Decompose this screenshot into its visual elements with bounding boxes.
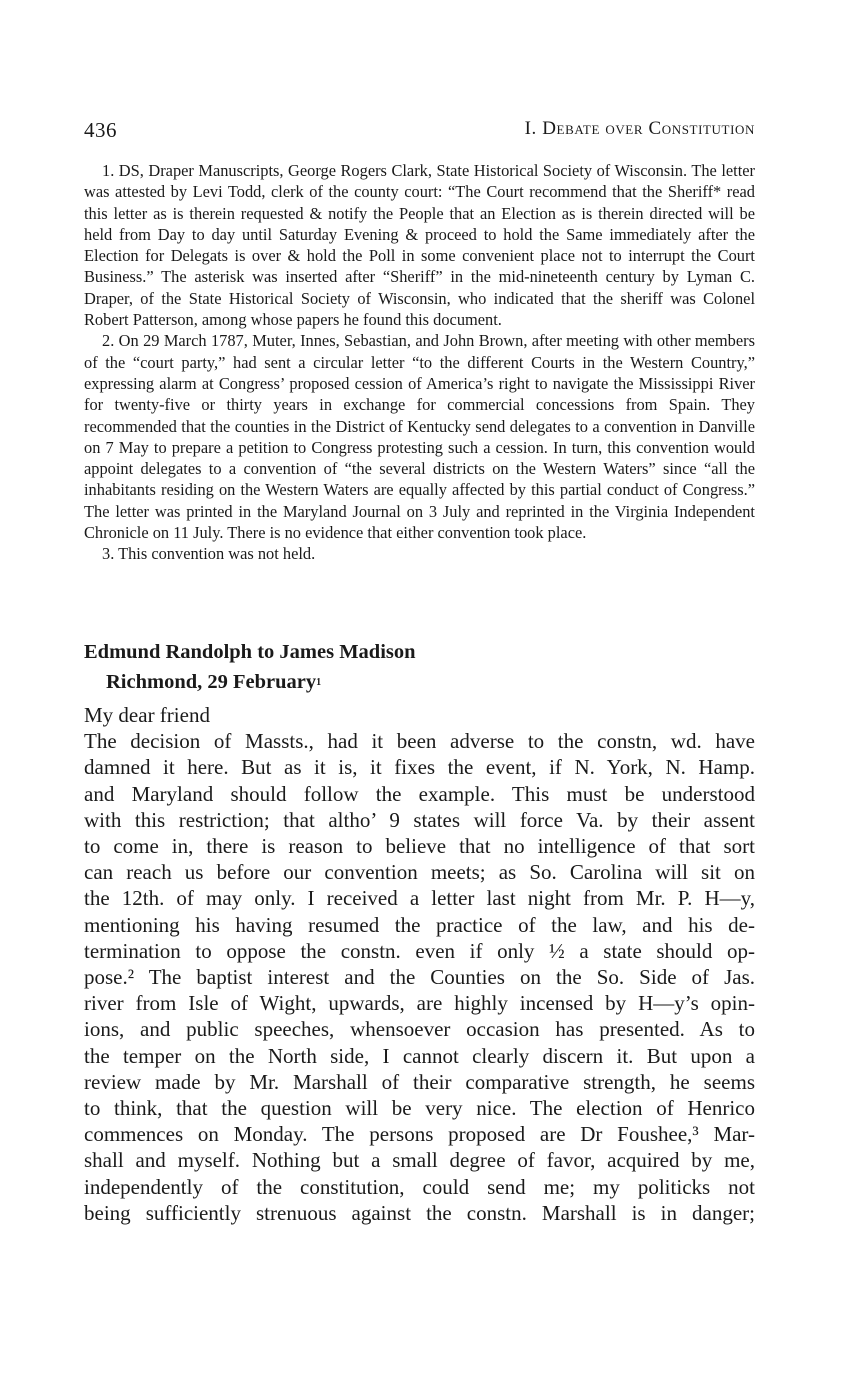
letter-line: to think, that the question will be very nice. The election of Henrico: [84, 1096, 755, 1121]
letter-line: termination to oppose the constn. even if only ½ a state should op-: [84, 938, 755, 963]
letter-body: [84, 702, 755, 1226]
letter-line: shall and myself. Nothing but a small degree of favor, acquired by me,: [84, 1148, 755, 1173]
letter-line: commences on Monday. The persons proposed are Dr Foushee,³ Mar-: [84, 1122, 755, 1147]
letter-line: being sufficiently strenuous against the constn. Marshall is in danger;: [84, 1200, 755, 1225]
letter-paragraph: [84, 728, 755, 1226]
footnote-3: 3. This convention was not held.: [102, 544, 316, 564]
letter-line: to come in, there is reason to believe that no intelligence of that sort: [84, 834, 755, 859]
footnote-2: 2. On 29 March 1787, Muter, Innes, Sebastian, and John Brown, after meeting with other members of the “court party,” had sent a circular letter “to the different Courts in the Western Country,” expressing alarm at Congress’ proposed cession of America’s right to navigate the Mississippi River for twenty-five or thirty years in exchange for commercial concessions from Spain. They recommended that the counties in the District of Kentucky send delegates to a convention in Danville on 7 May to prepare a petition to Congress protesting such a cession. In turn, this convention would appoint delegates to a convention of “the several districts on the Western Waters” since “all the inhabitants residing on the Western Waters are equally affected by this partial conduct of Congress.” The letter was printed in the Maryland Journal on 3 July and reprinted in the Virginia Independent Chronicle on 11 July. There is no evidence that either convention took place.: [84, 331, 755, 543]
page-header: [84, 118, 755, 146]
letter-line: the 12th. of may only. I received a letter last night from Mr. P. H—y,: [84, 886, 755, 911]
letter-line: with this restriction; that altho’ 9 states will force Va. by their assent: [84, 807, 755, 832]
letter-line: ions, and public speeches, whensoever occasion has presented. As to: [84, 1017, 755, 1042]
place-footnote-marker: 1: [316, 677, 322, 688]
letter-line: mentioning his having resumed the practice of the law, and his de-: [84, 912, 755, 937]
letter-line: river from Isle of Wight, upwards, are highly incensed by H—y’s opin-: [84, 991, 755, 1016]
document-heading: [84, 637, 755, 697]
running-head: I. Debate over Constitution: [524, 118, 755, 139]
footnotes: [84, 160, 755, 565]
letter-line: the temper on the North side, I cannot clearly discern it. But upon a: [84, 1043, 755, 1068]
letter-line: review made by Mr. Marshall of their comparative strength, he seems: [84, 1069, 755, 1094]
page-number: 436: [84, 118, 117, 142]
letter-line: and Maryland should follow the example. This must be understood: [84, 781, 755, 806]
document-place-date: [84, 667, 755, 697]
footnote-1: 1. DS, Draper Manuscripts, George Rogers Clark, State Historical Society of Wisconsin. The letter was attested by Levi Todd, clerk of the county court: “The Court recommend that the Sheriff* read this letter as is therein requested & notify the People that an Election as is therein directed will be held from Day to day until Saturday Evening & proceed to hold the Same immediately after the Election for Delegats is over & hold the Poll in some convenient place not to interrupt the Court Business.” The asterisk was inserted after “Sheriff” in the mid-nineteenth century by Lyman C. Draper, of the State Historical Society of Wisconsin, who indicated that the sheriff was Colonel Robert Patterson, among whose papers he found this document.: [84, 161, 755, 330]
salutation: My dear friend: [84, 703, 210, 727]
place-date-text: Richmond, 29 February: [106, 671, 317, 693]
letter-line: can reach us before our convention meets; as So. Carolina will sit on: [84, 860, 755, 885]
document-title: Edmund Randolph to James Madison: [84, 641, 416, 663]
letter-line: independently of the constitution, could send me; my politicks not: [84, 1174, 755, 1199]
letter-line: The decision of Massts., had it been adverse to the constn, wd. have: [84, 729, 755, 754]
letter-line: pose.² The baptist interest and the Counties on the So. Side of Jas.: [84, 965, 755, 990]
letter-line: damned it here. But as it is, it fixes the event, if N. York, N. Hamp.: [84, 755, 755, 780]
